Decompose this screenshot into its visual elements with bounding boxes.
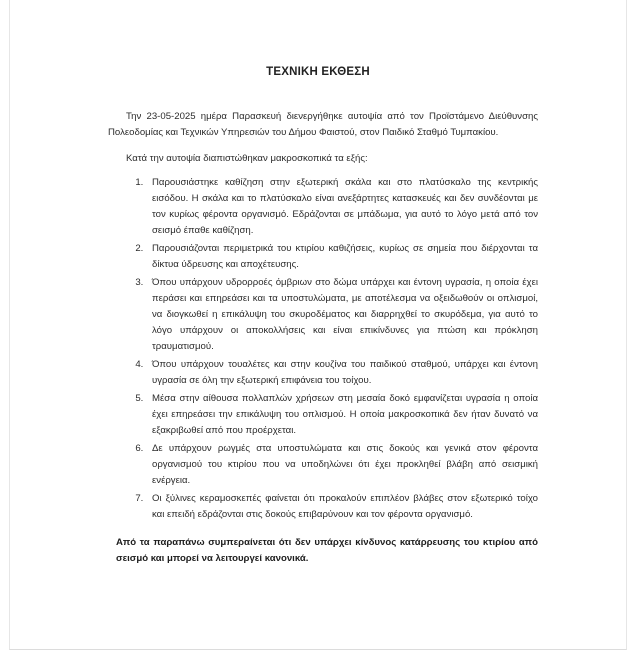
document-title: ΤΕΧΝΙΚΗ ΕΚΘΕΣΗ [266, 66, 370, 78]
document-body [108, 109, 538, 567]
finding-item: 6. Δε υπάρχουν ρωγμές στα υποστυλώματα και στις δοκούς και γενικά στον φέροντα οργανισμού του κτιρίου που να υποδηλώνει ότι έχει προκληθεί βλάβη από σεισμική ενέργεια. [146, 441, 538, 489]
finding-item: 1. Παρουσιάστηκε καθίζηση στην εξωτερική σκάλα και στο πλατύσκαλο της κεντρικής εισόδου. Η σκάλα και το πλατύσκαλο είναι ανεξάρτητες κατασκευές και δεν συνδέονται με τον κυρίως φέροντα οργανισμό. Εδράζονται σε μπάδωμα, για αυτό το λόγο μετά από τον σεισμό έπαθε καθίζηση. [146, 175, 538, 239]
findings-lead: Κατά την αυτοψία διαπιστώθηκαν μακροσκοπικά τα εξής: [126, 153, 368, 164]
findings-list [108, 175, 538, 523]
finding-item: 3. Όπου υπάρχουν υδρορροές όμβριων στο δώμα υπάρχει και έντονη υγρασία, η οποία έχει περάσει και επηρεάσει και τα υποστυλώματα, με αποτέλεσμα να οξειδωθούν οι οπλισμοί, να διογκωθεί η επικάλυψη του σκυροδέματος και διαρρηχθεί το σκυρόδεμα, για αυτό το λόγο υπάρχουν οι αποκολλήσεις και είναι επικίνδυνες για πτώση και πρόκληση τραυματισμού. [146, 275, 538, 355]
conclusion-paragraph: Από τα παραπάνω συμπεραίνεται ότι δεν υπάρχει κίνδυνος κατάρρευσης του κτιρίου από σεισμό και μπορεί να λειτουργεί κανονικά. [116, 537, 538, 564]
intro-paragraph: Την 23-05-2025 ημέρα Παρασκευή διενεργήθηκε αυτοψία από τον Προϊστάμενο Διεύθυνσης Πολεοδομίας και Τεχνικών Υπηρεσιών του Δήμου Φαιστού, στον Παιδικό Σταθμό Τυμπακίου. [108, 111, 538, 138]
finding-item: 4. Όπου υπάρχουν τουαλέτες και στην κουζίνα του παιδικού σταθμού, υπάρχει και έντονη υγρασία σε όλη την εξωτερική επιφάνεια του τοίχου. [146, 357, 538, 389]
finding-item: 5. Μέσα στην αίθουσα πολλαπλών χρήσεων στη μεσαία δοκό εμφανίζεται υγρασία η οποία έχει επηρεάσει την επικάλυψη του οπλισμού. Η οποία μακροσκοπικά δεν ήταν δυνατό να εξακριβωθεί από που προέρχεται. [146, 391, 538, 439]
finding-item: 2. Παρουσιάζονται περιμετρικά του κτιρίου καθιζήσεις, κυρίως σε σημεία που διέρχονται τα δίκτυα ύδρευσης και αποχέτευσης. [146, 241, 538, 273]
document-page [9, 0, 627, 650]
finding-item: 7. Οι ξύλινες κεραμοσκεπές φαίνεται ότι προκαλούν επιπλέον βλάβες στον εξωτερικό τοίχο και επειδή εδράζονται στις δοκούς επιβαρύνουν και τον φέροντα οργανισμό. [146, 491, 538, 523]
